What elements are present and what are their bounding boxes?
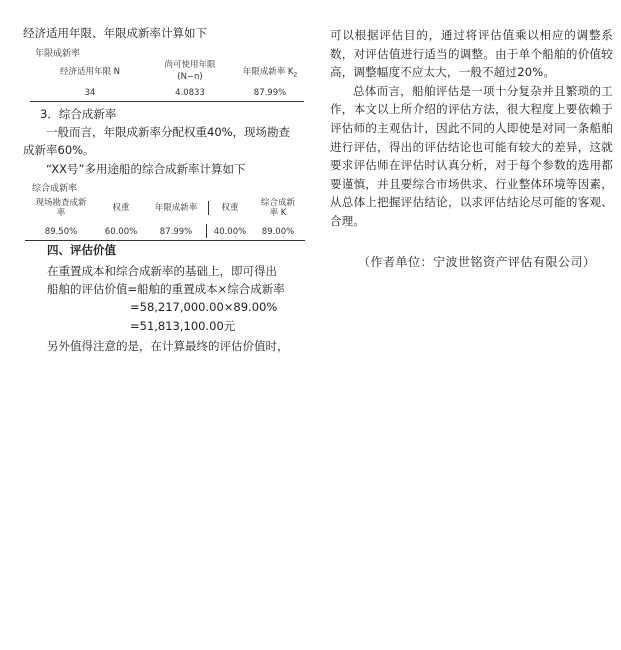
- table2-caption: 综合成新率: [32, 184, 78, 194]
- table2-cell-age-rate: 87.99%: [159, 227, 193, 237]
- table2-divider-header: [208, 201, 209, 215]
- table1-header-remaining: 尚可使用年限: [164, 60, 216, 70]
- table2-header-weight2: 权重: [221, 203, 239, 213]
- table1-title: 经济适用年限、年限成新率计算如下: [23, 26, 207, 40]
- equation-line2: =51,813,100.00元: [130, 319, 236, 333]
- table1-caption: 年限成新率: [35, 49, 81, 59]
- para1-line2: 成新率60%。: [23, 143, 95, 157]
- table2-header-age-rate: 年限成新率: [154, 203, 198, 213]
- table2-header-weight1: 权重: [112, 203, 130, 213]
- table2-cell-weight1: 60.00%: [104, 227, 138, 237]
- para1-line1: 一般而言，年限成新率分配权重40%，现场勘查: [46, 125, 291, 139]
- right-paragraph-2: 总体而言，船舶评估是一项十分复杂并且繁琐的工作，本文以上所介绍的评估方法，很大程度上要依赖于评估师的主观估计，因此不同的人即使是对同一条船舶进行评估，得出的评估结论也可能有较大的差异，这就要求评估师在评估时认真分析，对于每个参数的选用都要谨慎，并且要综合市场供求、行业整体环境等因素，从总体上把握评估结论，以求评估结论尽可能的客观、合理。: [330, 83, 613, 228]
- table2-cell-weight2: 40.00%: [213, 227, 247, 237]
- para4: 船舶的评估价值=船舶的重置成本×综合成新率: [47, 282, 285, 296]
- right-column: [330, 26, 613, 231]
- table1-bottom-rule: [30, 101, 304, 102]
- equation-line1: =58,217,000.00×89.00%: [130, 300, 278, 314]
- table2-header-site-2: 率: [56, 208, 66, 218]
- table1-header-remaining-formula: (N−n): [177, 72, 203, 82]
- table1-header-k2: 年限成新率 $K_2$: [242, 67, 298, 79]
- table2-divider-row: [206, 224, 207, 238]
- table1-cell-n: 34: [84, 88, 96, 98]
- table1-header-n: 经济适用年限 N: [59, 67, 121, 77]
- table2-header-k-1: 综合成新: [260, 198, 295, 208]
- author-affiliation: （作者单位：宁波世铭资产评估有限公司）: [358, 255, 596, 269]
- para3: 在重置成本和综合成新率的基础上，即可得出: [47, 264, 277, 278]
- table2-bottom-rule: [25, 240, 305, 241]
- table2-cell-k: 89.00%: [261, 227, 295, 237]
- table2-cell-site: 89.50%: [44, 227, 78, 237]
- para5: 另外值得注意的是，在计算最终的评估价值时，: [47, 339, 289, 353]
- table2-title: “XX号”多用途船的综合成新率计算如下: [46, 162, 246, 176]
- section3-heading: 3．综合成新率: [40, 107, 117, 121]
- table2-header-k-2: 率 K: [269, 208, 287, 218]
- section4-heading: 四、评估价值: [47, 243, 116, 257]
- table2-header-site-1: 现场勘查成新: [35, 198, 87, 208]
- table1-cell-k2: 87.99%: [253, 88, 287, 98]
- right-paragraph-1: 可以根据评估目的，通过将评估值乘以相应的调整系数，对评估值进行适当的调整。由于单个船舶的价值较高，调整幅度不应太大，一般不超过20%。: [330, 28, 613, 80]
- table1-cell-remaining: 4.0833: [175, 88, 205, 98]
